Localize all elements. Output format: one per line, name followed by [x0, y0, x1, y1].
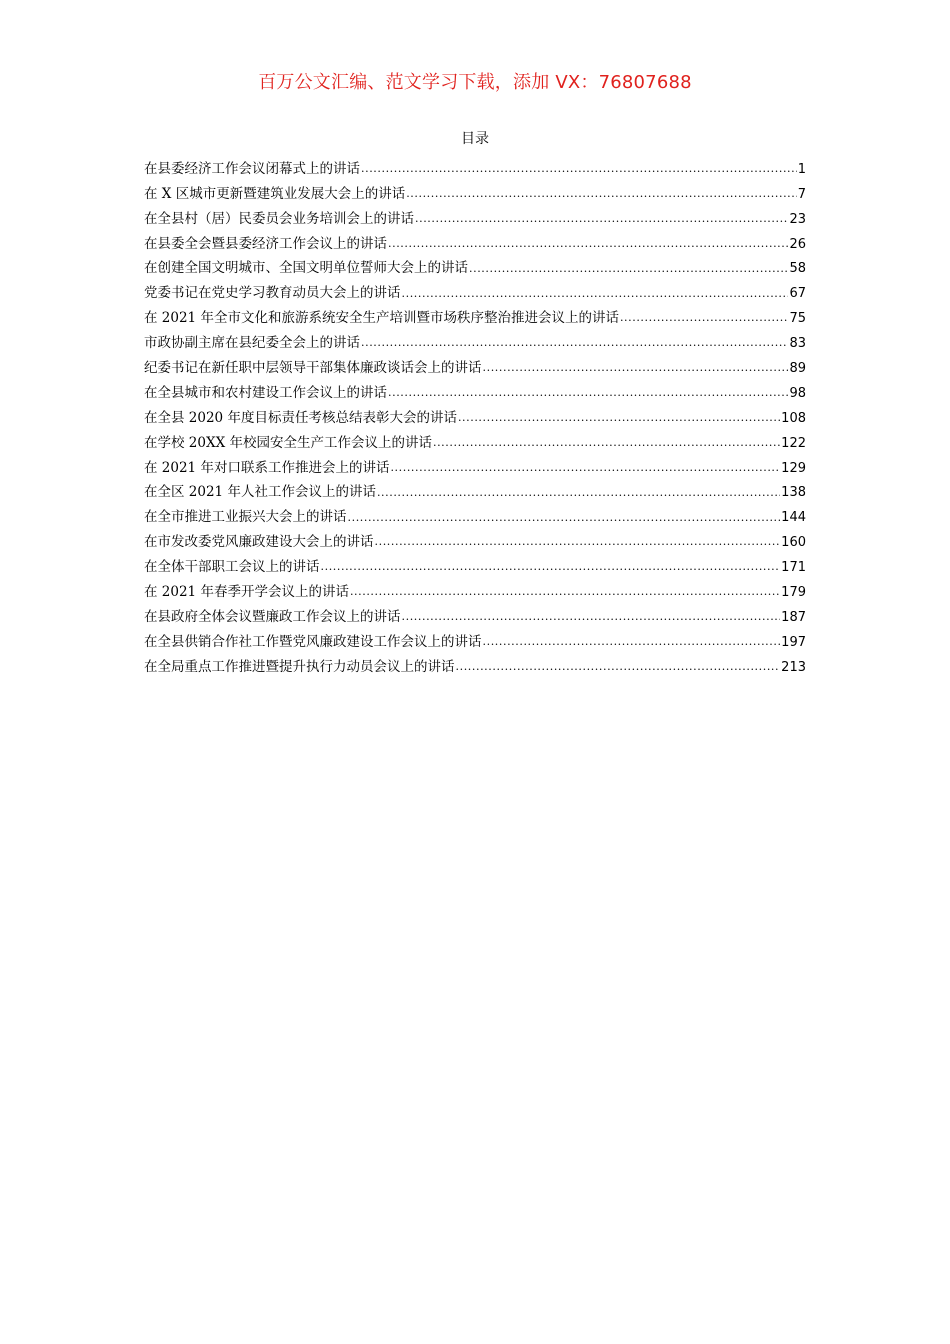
- toc-entry[interactable]: [144, 301, 806, 326]
- toc-entry-title: 在全县供销合作社工作暨党风廉政建设工作会议上的讲话: [144, 633, 482, 650]
- toc-dot-leader: [361, 336, 788, 351]
- toc-entry[interactable]: [144, 376, 806, 401]
- promo-header: 百万公文汇编、范文学习下载，添加 VX：76807688: [258, 72, 692, 93]
- toc-dot-leader: [402, 287, 789, 302]
- toc-dot-leader: [483, 361, 789, 376]
- toc-entry-title: 党委书记在党史学习教育动员大会上的讲话: [144, 285, 401, 302]
- toc-dot-leader: [458, 411, 780, 426]
- toc-entry-title: 在全区 2021 年人社工作会议上的讲话: [144, 484, 376, 501]
- toc-dot-leader: [415, 212, 788, 227]
- toc-entry-title: 市政协副主席在县纪委全会上的讲话: [144, 335, 360, 352]
- toc-entry[interactable]: [144, 326, 806, 351]
- toc-entry[interactable]: [144, 152, 806, 177]
- toc-entry[interactable]: [144, 575, 806, 600]
- toc-entry-page: 67: [789, 286, 806, 302]
- toc-entry-title: 在全县城市和农村建设工作会议上的讲话: [144, 384, 387, 401]
- toc-entry-page: 171: [781, 560, 806, 576]
- toc-entry-title: 在全市推进工业振兴大会上的讲话: [144, 509, 347, 526]
- toc-entry[interactable]: [144, 177, 806, 202]
- toc-entry-title: 在 2021 年全市文化和旅游系统安全生产培训暨市场秩序整治推进会议上的讲话: [144, 310, 619, 327]
- toc-entry[interactable]: [144, 525, 806, 550]
- toc-entry[interactable]: [144, 426, 806, 451]
- toc-entry[interactable]: [144, 650, 806, 675]
- toc-entry-page: 108: [781, 410, 806, 426]
- toc-entry-title: 在县委经济工作会议闭幕式上的讲话: [144, 160, 360, 177]
- toc-dot-leader: [388, 386, 788, 401]
- toc-entry-title: 在全县 2020 年度目标责任考核总结表彰大会的讲话: [144, 409, 457, 426]
- toc-entry-page: 129: [781, 460, 806, 476]
- toc-dot-leader: [406, 187, 797, 202]
- toc-dot-leader: [361, 162, 797, 177]
- toc-entry[interactable]: [144, 351, 806, 376]
- toc-dot-leader: [350, 585, 780, 600]
- toc-dot-leader: [388, 237, 788, 252]
- toc-entry[interactable]: [144, 451, 806, 476]
- toc-entry-title: 在全局重点工作推进暨提升执行力动员会议上的讲话: [144, 658, 455, 675]
- toc-entry-title: 在 2021 年春季开学会议上的讲话: [144, 584, 349, 601]
- toc-entry-title: 纪委书记在新任职中层领导干部集体廉政谈话会上的讲话: [144, 360, 482, 377]
- toc-entry-page: 58: [789, 261, 806, 277]
- toc-entry-title: 在 2021 年对口联系工作推进会上的讲话: [144, 459, 390, 476]
- toc-dot-leader: [620, 311, 789, 326]
- toc-entry-page: 83: [789, 336, 806, 352]
- toc-entry-page: 26: [789, 236, 806, 252]
- toc-entry-page: 144: [781, 510, 806, 526]
- toc-entry[interactable]: [144, 227, 806, 252]
- toc-dot-leader: [375, 535, 781, 550]
- toc-dot-leader: [433, 436, 780, 451]
- toc-entry[interactable]: [144, 252, 806, 277]
- toc-entry-page: 160: [781, 535, 806, 551]
- toc-entry-page: 213: [781, 659, 806, 675]
- toc-dot-leader: [377, 486, 780, 501]
- toc-entry[interactable]: [144, 600, 806, 625]
- toc-entry-page: 89: [789, 361, 806, 377]
- toc-dot-leader: [348, 511, 781, 526]
- toc-entry-page: 179: [781, 585, 806, 601]
- toc-entry-page: 7: [797, 186, 806, 202]
- toc-dot-leader: [483, 635, 781, 650]
- toc-entry-page: 98: [789, 385, 806, 401]
- toc-entry-title: 在市发改委党风廉政建设大会上的讲话: [144, 534, 374, 551]
- toc-entry[interactable]: [144, 500, 806, 525]
- toc-entry-title: 在县委全会暨县委经济工作会议上的讲话: [144, 235, 387, 252]
- toc-entry-title: 在创建全国文明城市、全国文明单位誓师大会上的讲话: [144, 260, 468, 277]
- toc-dot-leader: [321, 560, 781, 575]
- toc-entry-page: 197: [781, 634, 806, 650]
- toc-entry-page: 122: [781, 435, 806, 451]
- toc-entry-title: 在学校 20XX 年校园安全生产工作会议上的讲话: [144, 434, 432, 451]
- toc-dot-leader: [402, 610, 781, 625]
- toc-entry[interactable]: [144, 276, 806, 301]
- toc-dot-leader: [456, 660, 781, 675]
- toc-entry-title: 在县政府全体会议暨廉政工作会议上的讲话: [144, 608, 401, 625]
- toc-entry-page: 1: [797, 161, 806, 177]
- toc-dot-leader: [469, 262, 788, 277]
- toc-title: 目录: [461, 131, 489, 147]
- toc-entry[interactable]: [144, 476, 806, 501]
- toc-entry[interactable]: [144, 202, 806, 227]
- toc-entry-page: 138: [781, 485, 806, 501]
- toc-entry[interactable]: [144, 401, 806, 426]
- table-of-contents: [144, 152, 806, 675]
- toc-entry[interactable]: [144, 625, 806, 650]
- toc-entry[interactable]: [144, 550, 806, 575]
- toc-entry-title: 在全县村（居）民委员会业务培训会上的讲话: [144, 210, 414, 227]
- toc-dot-leader: [390, 461, 780, 476]
- toc-entry-title: 在全体干部职工会议上的讲话: [144, 559, 320, 576]
- toc-entry-page: 75: [789, 311, 806, 327]
- toc-entry-page: 187: [781, 609, 806, 625]
- toc-entry-title: 在 X 区城市更新暨建筑业发展大会上的讲话: [144, 185, 406, 202]
- toc-entry-page: 23: [789, 211, 806, 227]
